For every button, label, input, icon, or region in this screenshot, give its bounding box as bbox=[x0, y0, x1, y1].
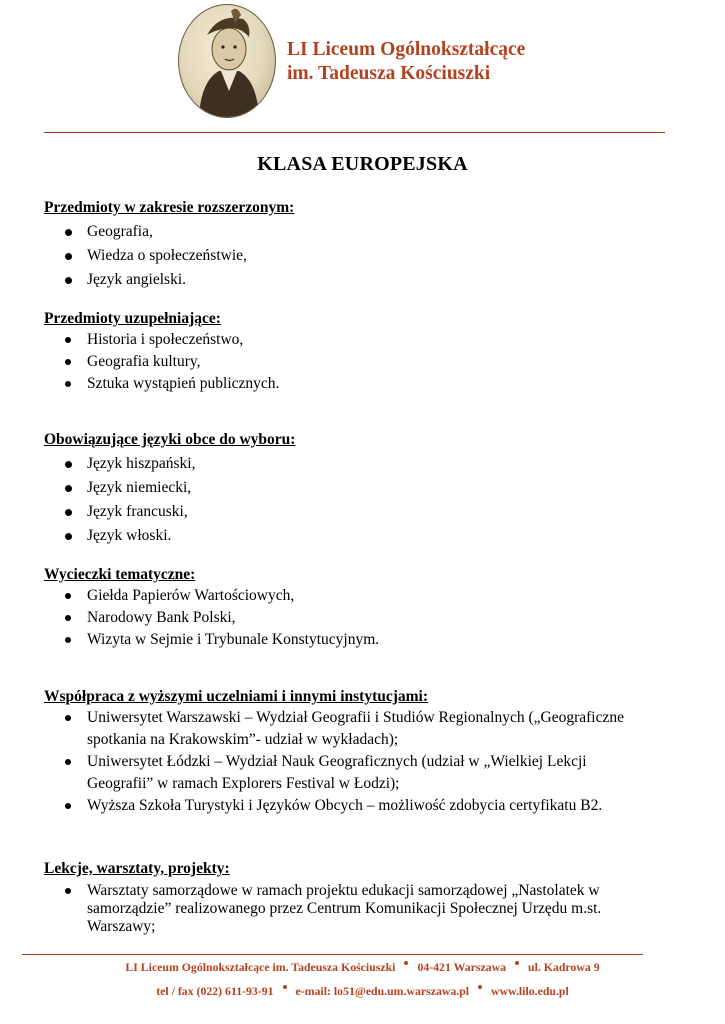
footer-address: 04-421 Warszawa bbox=[417, 960, 507, 974]
section-trips bbox=[44, 565, 684, 651]
list-item: Narodowy Bank Polski, bbox=[44, 607, 684, 629]
portrait-illustration bbox=[179, 5, 275, 117]
list-item: Historia i społeczeństwo, bbox=[44, 329, 684, 351]
workshop-list bbox=[44, 882, 684, 936]
subject-list bbox=[44, 220, 684, 292]
subject-list bbox=[44, 329, 684, 395]
section-supplementary-subjects bbox=[44, 309, 684, 395]
page-title: KLASA EUROPEJSKA bbox=[257, 153, 468, 175]
separator-dot-icon bbox=[404, 961, 408, 965]
list-item: Język francuski, bbox=[44, 500, 684, 524]
section-heading: Przedmioty uzupełniające: bbox=[44, 310, 221, 327]
list-item: Sztuka wystąpień publicznych. bbox=[44, 373, 684, 395]
section-extended-subjects bbox=[44, 198, 684, 292]
list-item: Uniwersytet Warszawski – Wydział Geografii i Studiów Regionalnych („Geograficzne spotkania na Krakowskim”- udział w wykładach); bbox=[44, 707, 684, 751]
school-name-line2: im. Tadeusza Kościuszki bbox=[287, 63, 491, 84]
footer-address-line bbox=[0, 960, 725, 975]
footer-email-link[interactable]: e-mail: lo51@edu.um.warszawa.pl bbox=[295, 984, 470, 998]
list-item: Giełda Papierów Wartościowych, bbox=[44, 585, 684, 607]
list-item: Uniwersytet Łódzki – Wydział Nauk Geograficznych (udział w „Wielkiej Lekcji Geografii” w ramach Explorers Festival w Łodzi); bbox=[44, 751, 684, 795]
list-item: Warsztaty samorządowe w ramach projektu edukacji samorządowej „Nastolatek w samorządzie” realizowanego przez Centrum Komunikacji Społecznej Urzędu m.st. Warszawy; bbox=[44, 882, 684, 936]
footer-phone: tel / fax (022) 611-93-91 bbox=[156, 984, 274, 998]
school-name-line1: LI Liceum Ogólnokształcące bbox=[287, 39, 526, 60]
patron-portrait-image bbox=[178, 4, 276, 118]
list-item: Geografia, bbox=[44, 220, 684, 244]
section-lessons-workshops bbox=[44, 859, 684, 936]
section-heading: Współpraca z wyższymi uczelniami i innymi instytucjami: bbox=[44, 688, 429, 705]
list-item: Język niemiecki, bbox=[44, 476, 684, 500]
section-foreign-languages bbox=[44, 430, 684, 548]
list-item: Wiedza o społeczeństwie, bbox=[44, 244, 684, 268]
separator-dot-icon bbox=[283, 985, 287, 989]
section-cooperation bbox=[44, 687, 684, 817]
separator-dot-icon bbox=[478, 985, 482, 989]
cooperation-list bbox=[44, 707, 684, 817]
separator-dot-icon bbox=[515, 961, 519, 965]
footer-website-link[interactable]: www.lilo.edu.pl bbox=[491, 984, 569, 998]
list-item: Język włoski. bbox=[44, 524, 684, 548]
section-heading: Wycieczki tematyczne: bbox=[44, 566, 196, 583]
footer-divider bbox=[22, 954, 643, 955]
list-item: Geografia kultury, bbox=[44, 351, 684, 373]
section-heading: Lekcje, warsztaty, projekty: bbox=[44, 860, 230, 877]
trip-list bbox=[44, 585, 684, 651]
list-item: Wyższa Szkoła Turystyki i Języków Obcych – możliwość zdobycia certyfikatu B2. bbox=[44, 795, 684, 817]
footer-contact-line bbox=[0, 984, 725, 999]
footer-street: ul. Kadrowa 9 bbox=[528, 960, 600, 974]
list-item: Język hiszpański, bbox=[44, 452, 684, 476]
header-divider bbox=[44, 132, 665, 133]
section-heading: Przedmioty w zakresie rozszerzonym: bbox=[44, 199, 295, 216]
list-item: Język angielski. bbox=[44, 268, 684, 292]
footer-school-name: LI Liceum Ogólnokształcące im. Tadeusza Kościuszki bbox=[125, 960, 396, 974]
language-list bbox=[44, 452, 684, 548]
section-heading: Obowiązujące języki obce do wyboru: bbox=[44, 431, 296, 448]
list-item: Wizyta w Sejmie i Trybunale Konstytucyjnym. bbox=[44, 629, 684, 651]
